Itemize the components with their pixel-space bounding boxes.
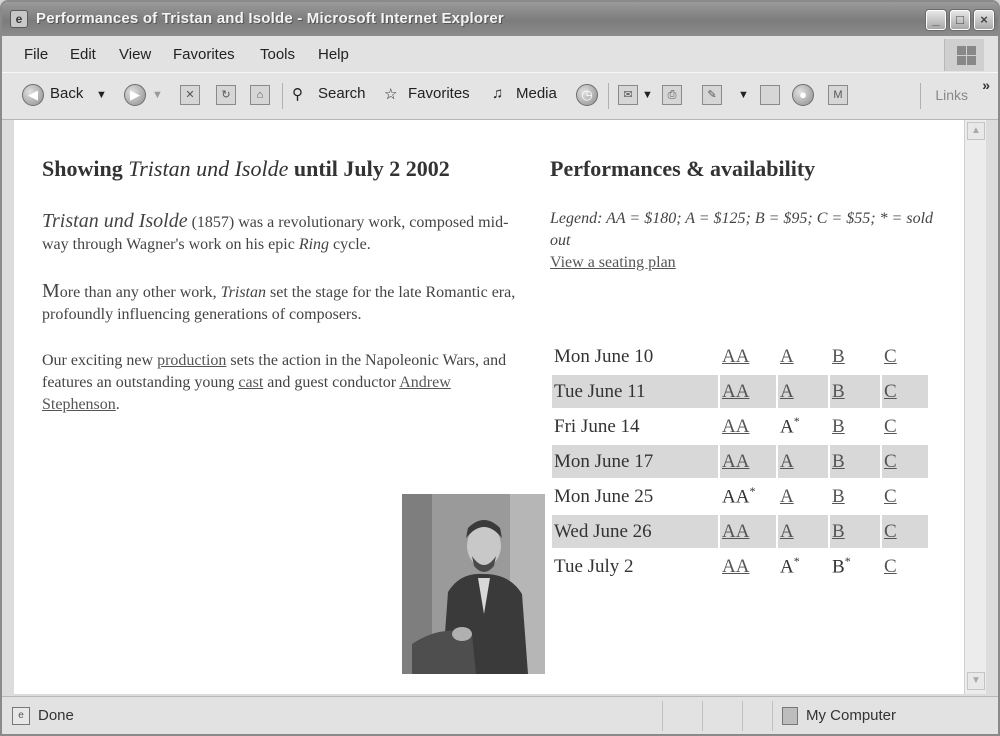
menu-file[interactable]: File (24, 46, 49, 63)
intro-paragraph: Tristan und Isolde (1857) was a revolutionary work, composed mid-way through Wagner's work on his epic Ring cycle. (42, 210, 509, 253)
seat-aa-link[interactable]: AA (722, 380, 750, 402)
seat-aa-link[interactable]: AA (722, 450, 750, 472)
availability-column (550, 156, 950, 578)
sold-out-marker: * (793, 554, 800, 569)
favorites-button[interactable]: Favorites (408, 85, 470, 102)
seat-b-sold-out: B (832, 556, 845, 578)
seat-aa-link[interactable]: AA (722, 345, 750, 367)
windows-logo-icon (944, 39, 984, 71)
security-zone: My Computer (806, 707, 897, 724)
title-bar[interactable] (2, 2, 998, 36)
back-icon[interactable]: ◀ (22, 84, 44, 106)
status-divider (662, 701, 663, 731)
seat-b-link[interactable]: B (832, 380, 845, 402)
seat-c-link[interactable]: C (884, 520, 897, 542)
menu-view[interactable]: View (119, 46, 152, 63)
schedule-row (552, 410, 928, 443)
seat-b-link[interactable]: B (832, 345, 845, 367)
seat-c-link[interactable]: C (884, 555, 897, 577)
price-legend: Legend: AA = $180; A = $125; B = $95; C = $55; * = sold out (550, 210, 934, 249)
menu-help[interactable]: Help (318, 46, 349, 63)
seat-c-link[interactable]: C (884, 450, 897, 472)
seat-a-link[interactable]: A (780, 520, 794, 542)
status-bar (2, 696, 998, 734)
seat-aa-sold-out: AA (722, 486, 750, 508)
toolbar (2, 72, 998, 120)
status-divider (742, 701, 743, 731)
ie-app-icon: e (10, 10, 28, 28)
seat-c-link[interactable]: C (884, 485, 897, 507)
seat-a-sold-out: A (780, 416, 794, 438)
schedule-row (552, 480, 928, 513)
minimize-button[interactable]: _ (926, 10, 946, 30)
schedule-row (552, 340, 928, 373)
close-button[interactable]: × (974, 10, 994, 30)
forward-dropdown-icon[interactable]: ▼ (152, 89, 163, 101)
edit-icon[interactable]: ✎ (702, 85, 722, 105)
performance-date: Wed June 26 (552, 515, 718, 548)
sold-out-marker: * (793, 414, 800, 429)
forward-icon[interactable]: ▶ (124, 84, 146, 106)
seat-aa-link[interactable]: AA (722, 415, 750, 437)
seat-a-link[interactable]: A (780, 380, 794, 402)
status-divider (702, 701, 703, 731)
maximize-button[interactable]: □ (950, 10, 970, 30)
performance-schedule (550, 338, 930, 585)
description-column (42, 156, 526, 440)
seat-b-link[interactable]: B (832, 415, 845, 437)
seat-a-link[interactable]: A (780, 345, 794, 367)
history-paragraph: More than any other work, Tristan set the stage for the late Romantic era, profoundly influencing generations of composers. (42, 280, 516, 323)
chevron-right-icon[interactable]: » (982, 77, 990, 93)
seat-a-link[interactable]: A (780, 450, 794, 472)
performance-date: Mon June 17 (552, 445, 718, 478)
seat-a-sold-out: A (780, 556, 794, 578)
vertical-scrollbar[interactable] (964, 120, 986, 694)
media-icon[interactable]: ♫ (492, 85, 504, 102)
seat-a-link[interactable]: A (780, 485, 794, 507)
window-title: Performances of Tristan and Isolde - Microsoft Internet Explorer (36, 10, 504, 27)
menu-tools[interactable]: Tools (260, 46, 296, 63)
search-icon[interactable]: ⚲ (292, 86, 303, 103)
toolbar-separator (282, 83, 283, 109)
sold-out-marker: * (749, 484, 756, 499)
favorites-star-icon[interactable]: ☆ (384, 86, 398, 103)
media-button[interactable]: Media (516, 85, 557, 102)
search-button[interactable]: Search (318, 85, 366, 102)
schedule-row (552, 375, 928, 408)
page-title: Showing Tristan und Isolde until July 2 2002 (42, 156, 450, 181)
production-link[interactable]: production (157, 352, 227, 369)
messenger-icon[interactable]: ● (792, 84, 814, 106)
toolbar-separator (920, 83, 921, 109)
performance-date: Fri June 14 (554, 415, 640, 437)
performance-date: Mon June 10 (554, 345, 654, 367)
seating-plan-link[interactable]: View a seating plan (550, 254, 676, 271)
edit-dropdown-icon[interactable]: ▼ (738, 89, 749, 101)
toolbar-separator (608, 83, 609, 109)
discuss-icon[interactable] (760, 85, 780, 105)
page-done-icon: e (12, 707, 30, 725)
wagner-portrait (402, 494, 545, 674)
stop-icon[interactable]: ✕ (180, 85, 200, 105)
schedule-row (552, 550, 928, 583)
scroll-down-icon[interactable]: ▼ (967, 672, 985, 690)
status-divider (772, 701, 773, 731)
sold-out-marker: * (844, 554, 851, 569)
conductor-link[interactable]: Andrew Stephenson (42, 374, 451, 413)
mail-dropdown-icon[interactable]: ▼ (642, 89, 653, 101)
seat-aa-link[interactable]: AA (722, 555, 750, 577)
back-dropdown-icon[interactable]: ▼ (96, 89, 107, 101)
menu-edit[interactable]: Edit (70, 46, 96, 63)
cast-link[interactable]: cast (238, 374, 264, 391)
schedule-row (552, 445, 928, 478)
performance-date: Tue July 2 (554, 555, 634, 577)
seat-c-link[interactable]: C (884, 415, 897, 437)
menu-bar (2, 36, 998, 72)
refresh-icon[interactable]: ↻ (216, 85, 236, 105)
back-button[interactable]: Back (50, 85, 84, 102)
links-button[interactable]: Links (935, 87, 968, 103)
seat-b-link[interactable]: B (832, 450, 845, 472)
seat-c-link[interactable]: C (884, 380, 897, 402)
performances-heading: Performances & availability (550, 156, 816, 181)
seat-b-link[interactable]: B (832, 520, 845, 542)
seat-c-link[interactable]: C (884, 345, 897, 367)
seat-aa-link[interactable]: AA (722, 520, 750, 542)
schedule-row (552, 515, 928, 548)
home-icon[interactable]: ⌂ (250, 85, 270, 105)
mail-icon[interactable]: ✉ (618, 85, 638, 105)
status-text: Done (38, 707, 74, 724)
print-icon[interactable]: ⎙ (662, 85, 682, 105)
seat-b-link[interactable]: B (832, 485, 845, 507)
production-paragraph: Our exciting new production sets the action in the Napoleonic Wars, and features an outstanding young cast and guest conductor Andrew Stephenson. (42, 352, 507, 413)
history-icon[interactable]: ◷ (576, 84, 598, 106)
my-computer-icon (782, 707, 798, 725)
scroll-up-icon[interactable]: ▲ (967, 122, 985, 140)
performance-date: Mon June 25 (554, 485, 654, 507)
page-content (14, 120, 964, 694)
menu-favorites[interactable]: Favorites (173, 46, 235, 63)
mapi-icon[interactable]: M (828, 85, 848, 105)
performance-date: Tue June 11 (552, 375, 718, 408)
